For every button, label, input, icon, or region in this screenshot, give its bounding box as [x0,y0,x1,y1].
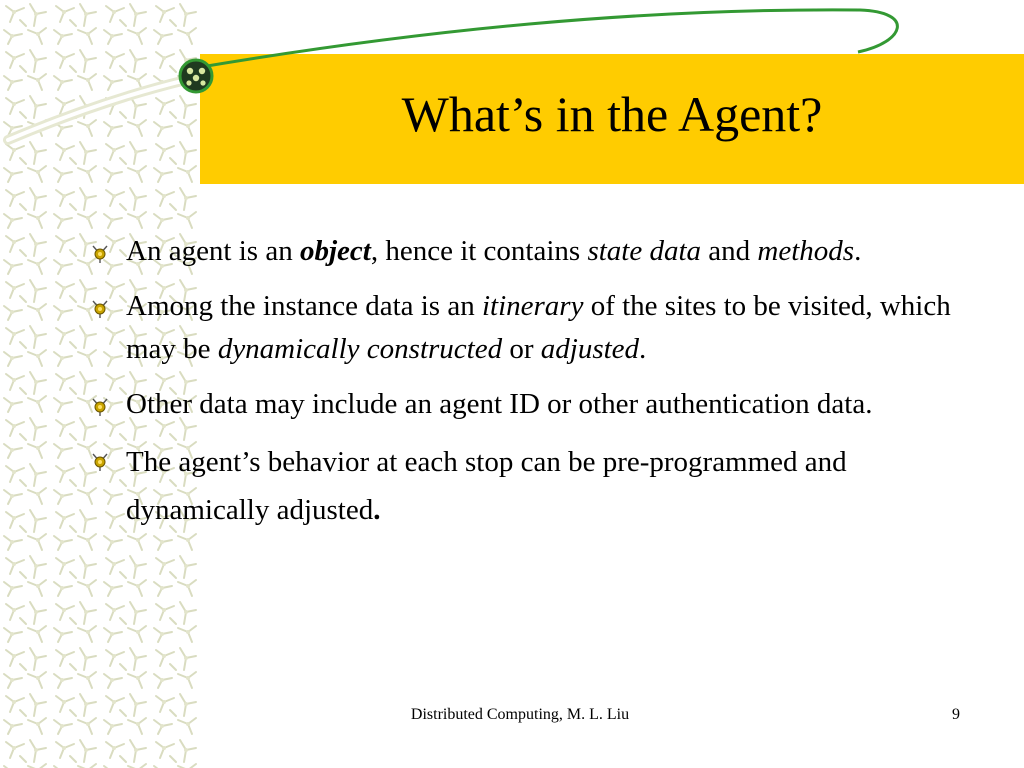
molecule-bullet-icon [88,297,112,321]
molecule-bullet-icon [88,242,112,266]
bullet-item [88,438,958,534]
bullet-text: The agent’s behavior at each stop can be pre-programmed and dynamically adjusted. [126,446,847,526]
bullet-text: Among the instance data is an itinerary of the sites to be visited, which may be dynamically constructed or adjusted. [126,290,951,365]
footer-course: Distributed Computing, M. L. Liu [410,706,630,723]
bullet-text: An agent is an object, hence it contains state data and methods. [126,235,862,267]
footer-page-number: 9 [952,706,960,723]
bullet-item [88,285,958,371]
slide-title: What’s in the Agent? [401,86,823,142]
molecule-bullet-icon [88,450,112,474]
bullet-item [88,383,958,426]
bullet-text: Other data may include an agent ID or other authentication data. [126,388,873,420]
molecule-bullet-icon [88,395,112,419]
bullet-list [88,230,958,546]
bullet-item [88,230,958,273]
